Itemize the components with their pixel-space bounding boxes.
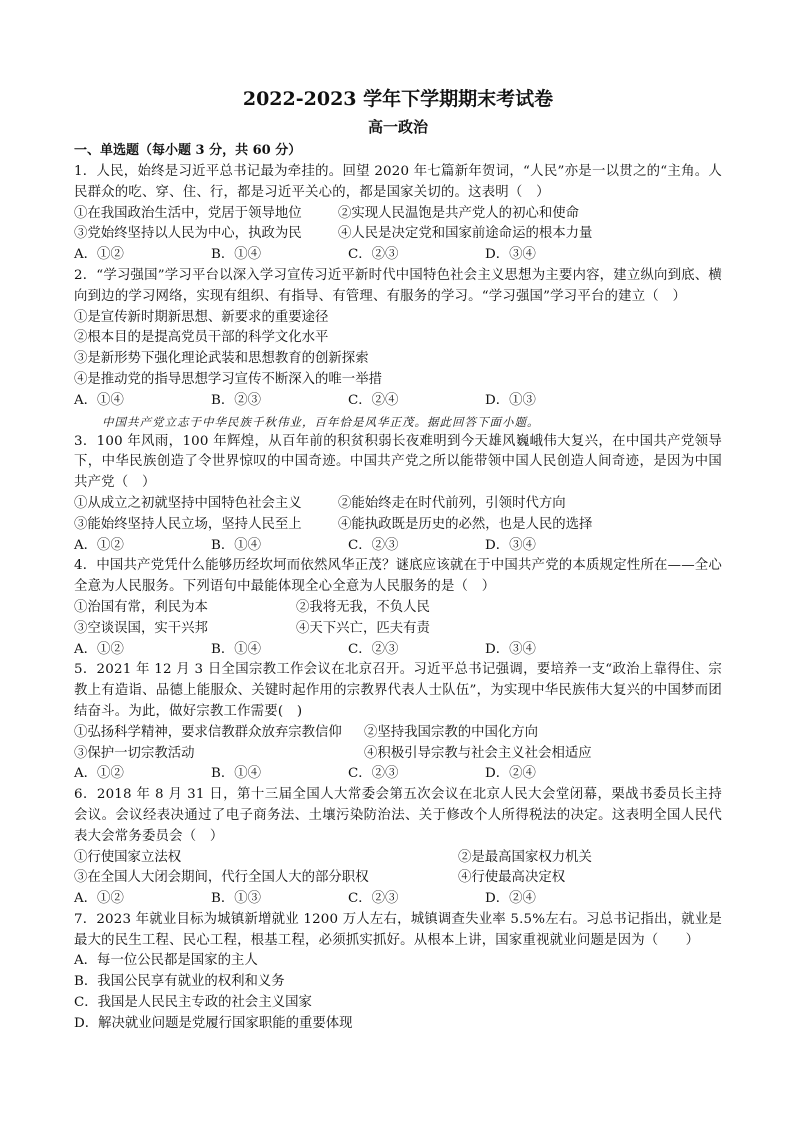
answer-choice: C．②③ [348,641,399,657]
answer-choice: A．每一位公民都是国家的主人 [74,953,258,969]
answer-choice: D．①③ [485,392,536,408]
answer-choice: D．解决就业问题是党履行国家职能的重要体现 [74,1015,353,1031]
statement-item: ④是推动党的指导思想学习宣传不断深入的唯一举措 [74,371,382,387]
answer-choice: B．①④ [211,766,262,782]
reading-material: 中国共产党立志于中华民族千秋伟业，百年恰是风华正茂。据此回答下面小题。 [102,414,540,429]
question-3 [74,412,722,557]
answer-choice: D．②④ [485,891,536,907]
statement-item: ③是新形势下强化理论武装和思想教育的创新探索 [74,351,369,367]
answer-choice: A．①② [74,766,124,782]
statement-item: ③党始终坚持以人民为中心，执政为民 [74,226,302,242]
question-4 [74,556,722,660]
statement-item: ①在我国政治生活中，党居于领导地位 [74,205,302,221]
answer-choice: D．③④ [485,641,536,657]
question-5 [74,660,722,785]
statement-item: ③在全国人大闭会期间，代行全国人大的部分职权 [74,870,369,886]
statement-item: ②是最高国家权力机关 [458,849,592,865]
statement-item: ①是宣传新时期新思想、新要求的重要途径 [74,309,329,325]
question-1 [74,162,722,266]
question-stem: 3．100 年风雨，100 年辉煌，从百年前的积贫积弱长夜难明到今天雄风巍峨伟大复兴，在中国共产党领导下，中华民族创造了令世界惊叹的中国奇迹。中国共产党之所以能带领中国人民创造人间奇迹，是因为中国共产党（ ） [74,433,722,491]
statement-item: ②能始终走在时代前列，引领时代方向 [338,495,566,511]
question-7 [74,910,722,1035]
answer-choice: A．①④ [74,392,124,408]
answer-choice: B．①③ [211,891,262,907]
question-stem: 6．2018 年 8 月 31 日，第十三届全国人大常委会第五次会议在北京人民大会堂闭幕，栗战书委员长主持会议。会议经表决通过了电子商务法、土壤污染防治法、关于修改个人所得税法的决定。这表明全国人民代表大会常务委员会（ ） [74,787,722,844]
statement-item: ②根本目的是提高党员干部的科学文化水平 [74,330,329,346]
statement-item: ④行使最高决定权 [458,870,566,886]
question-stem: 2．“学习强国”学习平台以深入学习宣传习近平新时代中国特色社会主义思想为主要内容，建立纵向到底、横向到边的学习网络，实现有组织、有指导、有管理、有服务的学习。“学习强国”学习平台的建立（ ） [74,267,722,304]
question-2 [74,266,722,412]
statement-item: ④人民是决定党和国家前途命运的根本力量 [338,226,593,242]
statement-item: ④积极引导宗教与社会主义社会相适应 [364,745,592,761]
answer-choice: B．②③ [211,392,262,408]
answer-choice: D．③④ [485,247,536,263]
answer-choice: B．①④ [211,537,262,553]
answer-choice: B．我国公民享有就业的权利和义务 [74,974,285,990]
statement-item: ④能执政既是历史的必然，也是人民的选择 [338,516,593,532]
statement-item: ③能始终坚持人民立场，坚持人民至上 [74,516,302,532]
question-stem: 4．中国共产党凭什么能够历经坎坷而依然风华正茂？谜底应该就在于中国共产党的本质规定性所在——全心全意为人民服务。下列语句中最能体现全心全意为人民服务的是（ ） [74,558,722,595]
statement-item: ③空谈误国，实干兴邦 [74,620,208,636]
exam-page [74,86,722,1035]
answer-choice: A．①② [74,247,124,263]
answer-choice: C．我国是人民民主专政的社会主义国家 [74,995,312,1011]
statement-item: ①从成立之初就坚持中国特色社会主义 [74,495,302,511]
question-6 [74,785,722,910]
answer-choice: B．①④ [211,641,262,657]
statement-item: ②我将无我，不负人民 [296,599,430,615]
answer-choice: C．②③ [348,537,399,553]
answer-choice: A．①② [74,537,124,553]
statement-item: ①行使国家立法权 [74,849,182,865]
answer-choice: D．②④ [485,766,536,782]
exam-subtitle: 高一政治 [367,118,428,136]
statement-item: ④天下兴亡，匹夫有责 [296,620,430,636]
answer-choice: C．②③ [348,766,399,782]
statement-item: ③保护一切宗教活动 [74,745,195,761]
answer-choice: C．②③ [348,247,399,263]
statement-item: ①治国有常，利民为本 [74,599,208,615]
question-stem: 1．人民，始终是习近平总书记最为牵挂的。回望 2020 年七篇新年贺词，“人民”亦是一以贯之的“主角。人民群众的吃、穿、住、行，都是习近平关心的，都是国家关切的。这表明（ ） [74,164,722,200]
question-stem: 5．2021 年 12 月 3 日全国宗教工作会议在北京召开。习近平总书记强调，要培养一支“政治上靠得住、宗教上有造诣、品德上能服众、关键时起作用的宗教界代表人士队伍”，为实现中华民族伟大复兴的中国梦而团结奋斗。为此，做好宗教工作需要( ) [74,662,722,719]
exam-title: 2022-2023 学年下学期期末考试卷 [242,88,554,110]
section-heading: 一、单选题（每小题 3 分，共 60 分） [74,143,302,158]
answer-choice: B．①④ [211,247,262,263]
answer-choice: C．②③ [348,891,399,907]
answer-choice: D．③④ [485,537,536,553]
question-stem: 7．2023 年就业目标为城镇新增就业 1200 万人左右，城镇调查失业率 5.5%左右。习总书记指出，就业是最大的民生工程、民心工程，根基工程，必须抓实抓好。从根本上讲，国家重视就业问题是因为（ ） [74,911,722,948]
statement-item: ②坚持我国宗教的中国化方向 [364,724,539,740]
answer-choice: A．①② [74,641,124,657]
answer-choice: C．②④ [348,392,399,408]
statement-item: ②实现人民温饱是共产党人的初心和使命 [338,205,580,221]
answer-choice: A．①② [74,891,124,907]
statement-item: ①弘扬科学精神，要求信教群众放弃宗教信仰 [74,724,342,740]
